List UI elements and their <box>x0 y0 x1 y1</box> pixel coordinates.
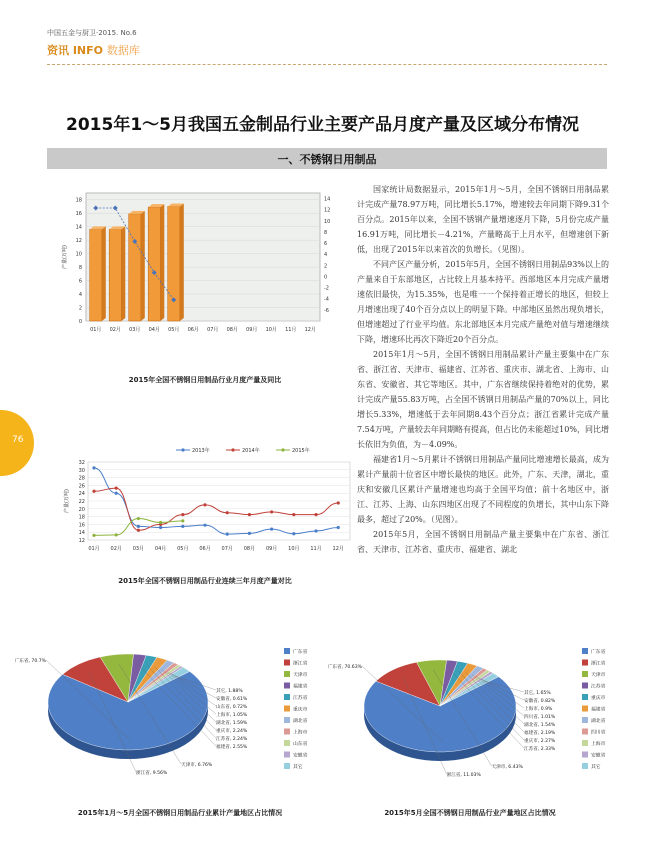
slice-label: 天津市, 6.43% <box>491 765 523 770</box>
y-tick-label: 14 <box>75 224 82 231</box>
legend-swatch <box>284 729 290 735</box>
legend-label: 其它 <box>293 765 303 770</box>
legend-swatch <box>582 683 588 689</box>
y-axis-label: 产量(万吨) <box>64 489 70 513</box>
x-tick-label: 10月 <box>288 546 300 552</box>
legend-label: 江苏省 <box>591 684 606 690</box>
y2-tick-label: 6 <box>324 241 328 248</box>
data-point <box>203 503 206 506</box>
x-tick-label: 03月 <box>129 327 141 333</box>
slice-label: 上海市, 1.05% <box>216 713 248 718</box>
bar <box>168 206 180 321</box>
legend-label: 2013年 <box>192 448 210 454</box>
chart1-caption: 2015年全国不锈钢日用制品行业月度产量及同比 <box>128 376 282 384</box>
y2-tick-label: 14 <box>324 196 331 203</box>
legend-label: 山东省 <box>293 742 308 747</box>
data-point <box>115 487 118 490</box>
slice-label: 四川省, 1.01% <box>524 715 556 720</box>
legend-label: 其它 <box>591 765 601 770</box>
legend-marker <box>231 448 234 451</box>
x-tick-label: 02月 <box>109 327 121 333</box>
y-tick-label: 8 <box>78 265 82 272</box>
section-heading: 一、不锈钢日用制品 <box>277 153 377 166</box>
y-tick-label: 18 <box>75 197 82 204</box>
legend-swatch <box>284 660 290 666</box>
legend-swatch <box>284 648 290 654</box>
three-year-comparison-chart <box>58 442 358 567</box>
legend-swatch <box>582 740 588 746</box>
cumulative-region-pie <box>14 640 316 800</box>
y-tick-label: 2 <box>78 305 82 312</box>
y-tick-label: 14 <box>78 530 85 537</box>
paragraph: 2015年5月，全国不锈钢日用制品产量主要集中在广东省、浙江省、天津市、江苏省、重庆市、福建省、湖北 <box>357 530 609 554</box>
section-en: INFO <box>72 44 104 57</box>
monthly-output-chart <box>58 183 350 353</box>
legend-label: 福建省 <box>591 707 606 713</box>
legend-label: 浙江省 <box>293 661 308 667</box>
x-tick-label: 08月 <box>226 327 238 333</box>
x-tick-label: 11月 <box>285 327 297 333</box>
legend-label: 安徽省 <box>293 753 308 759</box>
slice-label: 重庆市, 2.27% <box>524 739 556 744</box>
bar-side <box>102 226 106 321</box>
paragraph: 2015年1月～5月，全国不锈钢日用制品累计产量主要集中在广东省、浙江省、天津市、福建省、江苏省、重庆市、湖北省、上海市、山东省、安徽省、其它等地区。其中，广东省继续保持着绝对的优势，累计完成产量55.83万吨，占全国不锈钢日用制品产量的70%以上，同比增长5.33%，增速低于去年同期8.43个百分点；浙江省累计完成产量7.54万吨，产量较去年同期略有提高，但占比仍未能超过10%，同比增长依旧为负值，为－4.09%。 <box>357 350 609 449</box>
legend-label: 2015年 <box>292 448 310 454</box>
data-point <box>248 513 251 516</box>
slice-label: 湖北省, 1.59% <box>216 721 248 726</box>
bar <box>129 214 141 321</box>
page-number: 76 <box>12 435 24 445</box>
bar-side <box>141 211 145 321</box>
page-title: 2015年1～5月我国五金制品行业主要产品月度产量及区域分布情况 <box>66 115 579 135</box>
y-axis-label: 产量(万吨) <box>62 245 68 269</box>
bar-side <box>121 226 125 321</box>
legend-label: 湖北省 <box>591 719 606 724</box>
data-point <box>248 532 251 535</box>
bar <box>148 207 160 321</box>
x-tick-label: 12月 <box>304 327 316 333</box>
journal-header: 中国五金与厨卫·2015. No.6 <box>47 29 137 37</box>
chart4-caption: 2015年5月全国不锈钢日用制品行业产量地区占比情况 <box>384 809 556 817</box>
x-tick-label: 07月 <box>207 327 219 333</box>
bar <box>109 229 121 321</box>
legend-swatch <box>284 740 290 746</box>
y-tick-label: 30 <box>78 467 85 474</box>
section-label <box>47 42 140 58</box>
y-tick-label: 6 <box>78 278 82 285</box>
chart2-caption: 2015年全国不锈钢日用制品行业连续三年月度产量对比 <box>118 577 292 585</box>
legend-swatch <box>284 717 290 723</box>
slice-label: 浙江省, 11.03% <box>446 773 481 778</box>
legend-swatch <box>582 717 588 723</box>
y2-tick-label: 8 <box>324 229 328 236</box>
legend-label: 江苏省 <box>293 696 308 701</box>
legend-label: 湖北省 <box>293 719 308 724</box>
data-point <box>270 510 273 513</box>
data-point <box>337 501 340 504</box>
paragraph: 国家统计局数据显示，2015年1月～5月，全国不锈钢日用制品累计完成产量78.97万吨，同比增长5.17%，增速较去年同期下降9.31个百分点。2015年以来，全国不锈钢产量增速逐月下降，5月份完成产量16.91万吨，同比增长－4.21%，产量略高于上月水平，但增速创下新低，出现了2015年以来首次的负增长。（见图）。 <box>357 185 609 254</box>
legend-swatch <box>284 706 290 712</box>
legend-swatch <box>582 660 588 666</box>
data-point <box>159 526 162 529</box>
x-tick-label: 11月 <box>310 546 322 552</box>
x-tick-label: 07月 <box>221 546 233 552</box>
y2-tick-label: 2 <box>324 263 328 270</box>
y-tick-label: 28 <box>78 475 85 482</box>
legend-swatch <box>582 752 588 758</box>
y-tick-label: 22 <box>78 499 85 505</box>
legend-swatch <box>284 671 290 677</box>
slice-label: 福建省, 2.19% <box>524 731 556 736</box>
slice-label: 其它, 1.88% <box>216 689 243 694</box>
data-point <box>270 527 273 530</box>
paragraph: 福建省1月～5月累计不锈钢日用制品产量同比增速增长最高，成为累计产量前十位省区中增长最快的地区。此外，广东、天津，湖北，重庆和安徽几区累计产量增速也均高于全国平均值；前十名地区中，浙江、江苏、上海、山东四地区出现了不同程度的负增长，其中山东下降最多，超过了20%。（见图）。 <box>357 455 609 524</box>
y-tick-label: 26 <box>78 483 85 490</box>
y2-tick-label: -4 <box>324 296 329 303</box>
slice-label: 江苏省, 2.24% <box>216 737 248 742</box>
data-point <box>115 533 118 536</box>
section-sub: 数据库 <box>106 44 140 57</box>
y-tick-label: 10 <box>75 251 82 258</box>
slice-label: 其它, 1.65% <box>524 691 551 696</box>
data-point <box>314 513 317 516</box>
data-point <box>203 524 206 527</box>
paragraph: 不同产区产量分析，2015年5月，全国不锈钢日用制品93%以上的产量来自于东部地区，占比较上月基本持平。西部地区本月完成产量增速依旧最快，为15.35%，也是唯一一个保持着正增长的地区，但较上月增速出现了40个百分点以上的明显下降。中部地区虽然出现负增长，但增速超过了行业平均值。东北部地区本月完成产量绝对值与增速继续下降，增速环比再次下降近20个百分点。 <box>357 260 609 344</box>
legend-swatch <box>582 694 588 700</box>
legend-label: 上海市 <box>293 730 308 736</box>
slice-label: 福建省, 2.55% <box>216 745 248 750</box>
legend-swatch <box>284 694 290 700</box>
bar <box>90 229 102 321</box>
slice-label: 广东省, 70.63% <box>327 665 362 670</box>
data-point <box>92 466 95 469</box>
slice-label: 上海市, 0.9% <box>524 707 553 712</box>
slice-label: 重庆市, 2.24% <box>216 729 248 734</box>
y2-tick-label: 12 <box>324 207 331 214</box>
x-tick-label: 01月 <box>90 327 102 333</box>
x-tick-label: 09月 <box>265 546 278 552</box>
y2-tick-label: -2 <box>324 285 329 292</box>
slice-label: 江苏省, 2.33% <box>524 747 556 752</box>
legend-label: 天津市 <box>293 673 308 678</box>
legend-swatch <box>582 648 588 654</box>
x-tick-label: 05月 <box>168 327 180 333</box>
x-tick-label: 04月 <box>154 546 167 552</box>
x-tick-label: 08月 <box>243 546 256 552</box>
y2-tick-label: 4 <box>324 252 328 259</box>
article-body <box>357 182 609 557</box>
y-tick-label: 16 <box>75 211 82 218</box>
x-tick-label: 10月 <box>265 327 277 333</box>
data-point <box>115 492 118 495</box>
y2-tick-label: 0 <box>324 274 328 281</box>
legend-marker <box>181 448 184 451</box>
data-point <box>92 490 95 493</box>
x-tick-label: 06月 <box>199 546 211 552</box>
data-point <box>226 533 229 536</box>
data-point <box>226 511 229 514</box>
y-tick-label: 16 <box>78 522 85 529</box>
may-region-pie <box>327 640 620 800</box>
data-point <box>137 525 140 528</box>
data-point <box>181 519 184 522</box>
y-tick-label: 18 <box>78 514 85 521</box>
header-divider <box>47 64 607 65</box>
x-tick-label: 02月 <box>110 546 122 552</box>
data-point <box>292 513 295 516</box>
y-tick-label: 24 <box>78 491 85 498</box>
data-point <box>159 521 162 524</box>
section-cn: 资讯 <box>47 44 69 57</box>
x-tick-label: 05月 <box>177 546 189 552</box>
slice-label: 湖北省, 1.54% <box>524 723 556 728</box>
legend-label: 2014年 <box>242 448 260 454</box>
y2-tick-label: -6 <box>324 307 329 314</box>
y-tick-label: 4 <box>78 292 82 299</box>
slice-label: 广东省, 70.7% <box>14 659 46 664</box>
legend-label: 浙江省 <box>591 661 606 667</box>
data-point <box>92 534 95 537</box>
slice-label: 山东省, 0.72% <box>216 705 248 710</box>
data-point <box>137 529 140 532</box>
legend-label: 重庆市 <box>591 696 606 701</box>
y-tick-label: 0 <box>78 319 82 325</box>
x-tick-label: 06月 <box>187 327 199 333</box>
bar-side <box>180 203 184 321</box>
legend-swatch <box>582 706 588 712</box>
x-tick-label: 04月 <box>148 327 160 333</box>
legend-label: 四川省 <box>591 730 606 736</box>
legend-marker <box>281 448 284 451</box>
data-point <box>292 532 295 535</box>
page-number-tab <box>0 410 34 476</box>
data-point <box>314 529 317 532</box>
legend-label: 天津市 <box>591 673 606 678</box>
legend-swatch <box>284 683 290 689</box>
y2-tick-label: 10 <box>324 218 331 225</box>
legend-label: 福建省 <box>293 684 308 690</box>
legend-label: 重庆市 <box>293 707 308 713</box>
legend-swatch <box>582 671 588 677</box>
data-point <box>181 513 184 516</box>
slice-label: 安徽省, 0.61% <box>216 697 248 702</box>
x-tick-label: 01月 <box>88 546 100 552</box>
bar-side <box>160 204 164 321</box>
legend-label: 上海市 <box>591 742 606 747</box>
legend-label: 广东省 <box>591 650 606 655</box>
legend-swatch <box>284 763 290 769</box>
section-heading-bar <box>47 148 607 169</box>
x-tick-label: 12月 <box>332 546 344 552</box>
y-tick-label: 12 <box>75 238 82 245</box>
chart3-caption: 2015年1月～5月全国不锈钢日用制品行业累计产量地区占比情况 <box>77 809 283 817</box>
x-tick-label: 03月 <box>132 546 145 552</box>
y-tick-label: 12 <box>78 538 85 544</box>
slice-label: 天津市, 6.76% <box>181 763 213 768</box>
slice-label: 浙江省, 9.56% <box>136 771 168 776</box>
x-tick-label: 09月 <box>246 327 258 333</box>
legend-swatch <box>284 752 290 758</box>
data-point <box>181 525 184 528</box>
legend-label: 广东省 <box>293 650 308 655</box>
y-tick-label: 32 <box>78 460 85 466</box>
legend-label: 安徽省 <box>591 753 606 759</box>
slice-label: 安徽省, 0.82% <box>524 699 556 704</box>
data-point <box>137 517 140 520</box>
y-tick-label: 20 <box>78 506 85 513</box>
legend-swatch <box>582 763 588 769</box>
data-point <box>337 526 340 529</box>
legend-swatch <box>582 729 588 735</box>
